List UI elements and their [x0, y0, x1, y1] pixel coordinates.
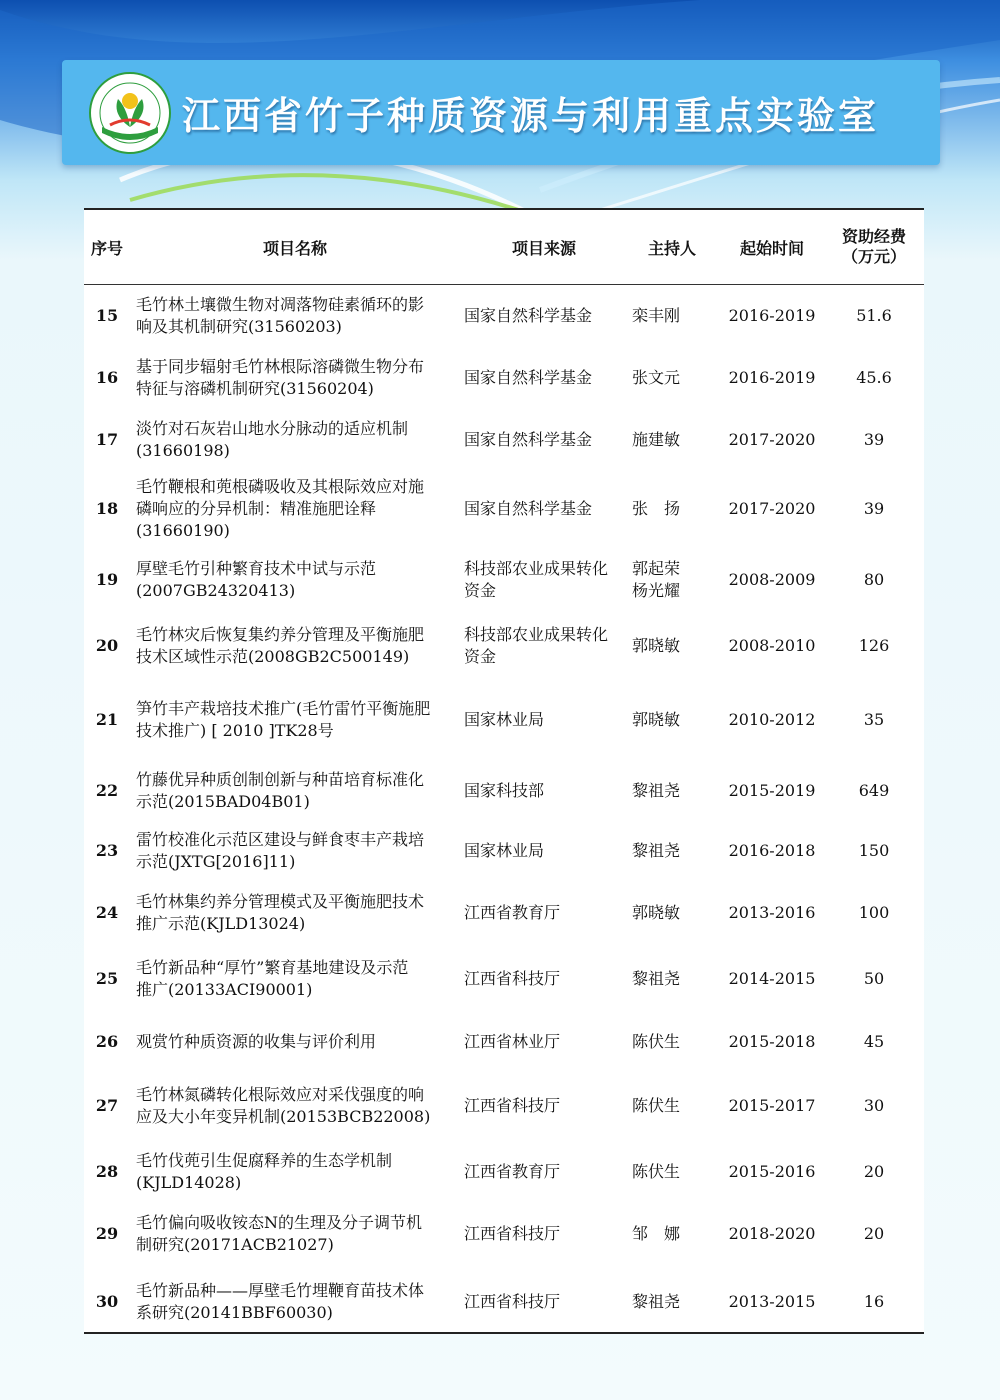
row-fund: 100: [858, 903, 890, 922]
table-row: [84, 821, 924, 881]
row-source: 科技部农业成果转化 资金: [464, 559, 609, 600]
row-fund: 35: [863, 710, 885, 729]
row-source: 国家自然科学基金: [464, 368, 593, 387]
row-fund: 80: [863, 570, 885, 589]
row-time: 2008-2010: [728, 636, 816, 655]
row-name: 淡竹对石灰岩山地水分脉动的适应机制 (31660198): [136, 419, 409, 460]
row-name: 基于同步辐射毛竹林根际溶磷微生物分布 特征与溶磷机制研究(31560204): [136, 357, 425, 398]
row-name: 毛竹林氮磷转化根际效应对采伐强度的响 应及大小年变异机制(20153BCB22008): [136, 1085, 431, 1126]
header-time: 起始时间: [739, 238, 804, 258]
table-row: [84, 285, 924, 347]
row-fund: 126: [858, 636, 890, 655]
row-fund: 39: [863, 430, 885, 449]
university-logo-icon: [88, 71, 172, 155]
project-table: [84, 208, 924, 1334]
header-name: 项目名称: [262, 238, 327, 258]
row-name: 毛竹林土壤微生物对凋落物硅素循环的影 响及其机制研究(31560203): [136, 295, 425, 336]
row-no: 27: [95, 1096, 119, 1115]
row-no: 22: [95, 781, 119, 800]
row-host: 陈伏生: [632, 1096, 681, 1115]
row-source: 江西省科技厅: [464, 1292, 561, 1311]
row-name: 毛竹鞭根和蔸根磷吸收及其根际效应对施 磷响应的分异机制：精准施肥诠释 (31660190): [136, 477, 425, 540]
row-host: 郭晓敏: [632, 710, 681, 729]
row-time: 2008-2009: [728, 570, 816, 589]
row-name: 毛竹新品种“厚竹”繁育基地建设及示范 推广(20133ACI90001): [136, 958, 409, 999]
header-bar: [62, 60, 940, 165]
row-source: 江西省科技厅: [464, 969, 561, 988]
row-fund: 16: [863, 1292, 885, 1311]
row-time: 2013-2016: [728, 903, 816, 922]
row-source: 国家自然科学基金: [464, 499, 593, 518]
row-source: 江西省教育厅: [464, 1162, 561, 1181]
row-fund: 39: [863, 499, 885, 518]
row-time: 2010-2012: [728, 710, 816, 729]
table-body: [84, 285, 924, 1339]
table-row: [84, 547, 924, 613]
header-source: 项目来源: [511, 238, 576, 258]
row-time: 2015-2016: [728, 1162, 816, 1181]
row-no: 28: [95, 1162, 119, 1181]
row-name: 观赏竹种质资源的收集与评价利用: [136, 1032, 377, 1051]
row-time: 2016-2018: [728, 841, 816, 860]
row-no: 21: [95, 710, 119, 729]
row-host: 郭晓敏: [632, 903, 681, 922]
row-time: 2017-2020: [728, 499, 816, 518]
row-source: 国家林业局: [464, 841, 545, 860]
row-source: 国家自然科学基金: [464, 306, 593, 325]
row-source: 国家林业局: [464, 710, 545, 729]
table-row: [84, 347, 924, 409]
row-source: 江西省科技厅: [464, 1224, 561, 1243]
row-name: 笋竹丰产栽培技术推广(毛竹雷竹平衡施肥 技术推广) [ 2010 ]TK28号: [136, 699, 431, 740]
row-host: 施建敏: [632, 430, 681, 449]
row-time: 2015-2017: [728, 1096, 816, 1115]
header-host: 主持人: [647, 238, 696, 258]
table-row: [84, 945, 924, 1013]
row-host: 黎祖尧: [632, 969, 681, 988]
row-no: 23: [95, 841, 119, 860]
row-time: 2014-2015: [728, 969, 816, 988]
page-title: 江西省竹子种质资源与利用重点实验室: [182, 94, 880, 138]
row-no: 24: [95, 903, 119, 922]
row-no: 26: [95, 1032, 119, 1051]
row-fund: 20: [863, 1224, 885, 1243]
row-name: 竹藤优异种质创制创新与种苗培育标准化 示范(2015BAD04B01): [136, 770, 425, 811]
row-time: 2017-2020: [728, 430, 816, 449]
table-row: [84, 1013, 924, 1071]
row-name: 毛竹偏向吸收铵态N的生理及分子调节机 制研究(20171ACB21027): [136, 1213, 423, 1254]
row-host: 邹 娜: [632, 1224, 681, 1243]
row-fund: 649: [858, 781, 890, 800]
row-no: 29: [95, 1224, 119, 1243]
row-fund: 20: [863, 1162, 885, 1181]
row-no: 25: [95, 969, 119, 988]
row-time: 2015-2018: [728, 1032, 816, 1051]
table-row: [84, 1141, 924, 1203]
row-no: 19: [95, 570, 119, 589]
row-no: 30: [95, 1292, 119, 1311]
table-row: [84, 471, 924, 547]
header-fund: 资助经费 （万元）: [841, 227, 906, 266]
row-source: 国家科技部: [464, 781, 545, 800]
row-host: 黎祖尧: [632, 841, 681, 860]
row-host: 栾丰刚: [632, 306, 681, 325]
table-row: [84, 1071, 924, 1141]
row-source: 江西省科技厅: [464, 1096, 561, 1115]
table-row: [84, 1265, 924, 1339]
row-no: 18: [95, 499, 119, 518]
row-fund: 45.6: [856, 368, 892, 387]
row-time: 2016-2019: [728, 368, 816, 387]
row-fund: 45: [863, 1032, 885, 1051]
row-time: 2018-2020: [728, 1224, 816, 1243]
table-row: [84, 409, 924, 471]
row-source: 国家自然科学基金: [464, 430, 593, 449]
row-host: 黎祖尧: [632, 781, 681, 800]
row-name: 雷竹校准化示范区建设与鲜食枣丰产栽培 示范(JXTG[2016]11): [136, 830, 425, 871]
row-host: 陈伏生: [632, 1162, 681, 1181]
row-no: 16: [95, 368, 119, 387]
table-row: [84, 881, 924, 945]
row-fund: 51.6: [856, 306, 892, 325]
row-no: 17: [95, 430, 119, 449]
row-time: 2015-2019: [728, 781, 816, 800]
row-host: 张 扬: [632, 499, 681, 518]
header-no: 序号: [90, 238, 123, 258]
row-name: 毛竹新品种——厚壁毛竹埋鞭育苗技术体 系研究(20141BBF60030): [136, 1281, 425, 1322]
row-source: 江西省教育厅: [464, 903, 561, 922]
row-no: 15: [95, 306, 119, 325]
row-name: 毛竹伐蔸引生促腐释养的生态学机制 (KJLD14028): [136, 1151, 393, 1192]
table-row: [84, 761, 924, 821]
table-row: [84, 613, 924, 679]
row-fund: 50: [863, 969, 885, 988]
row-fund: 30: [863, 1096, 885, 1115]
table-row: [84, 679, 924, 761]
row-name: 毛竹林灾后恢复集约养分管理及平衡施肥 技术区域性示范(2008GB2C500149): [136, 625, 425, 666]
table-row: [84, 1203, 924, 1265]
row-host: 黎祖尧: [632, 1292, 681, 1311]
row-host: 陈伏生: [632, 1032, 681, 1051]
row-host: 郭晓敏: [632, 636, 681, 655]
row-fund: 150: [858, 841, 890, 860]
row-source: 科技部农业成果转化 资金: [464, 625, 609, 666]
row-no: 20: [95, 636, 119, 655]
row-source: 江西省林业厅: [464, 1032, 561, 1051]
row-name: 毛竹林集约养分管理模式及平衡施肥技术 推广示范(KJLD13024): [136, 892, 425, 933]
row-time: 2016-2019: [728, 306, 816, 325]
row-time: 2013-2015: [728, 1292, 816, 1311]
row-host: 郭起荣 杨光耀: [632, 559, 681, 600]
row-host: 张文元: [632, 368, 681, 387]
row-name: 厚壁毛竹引种繁育技术中试与示范 (2007GB24320413): [136, 559, 377, 600]
table-header-row: [84, 210, 924, 285]
